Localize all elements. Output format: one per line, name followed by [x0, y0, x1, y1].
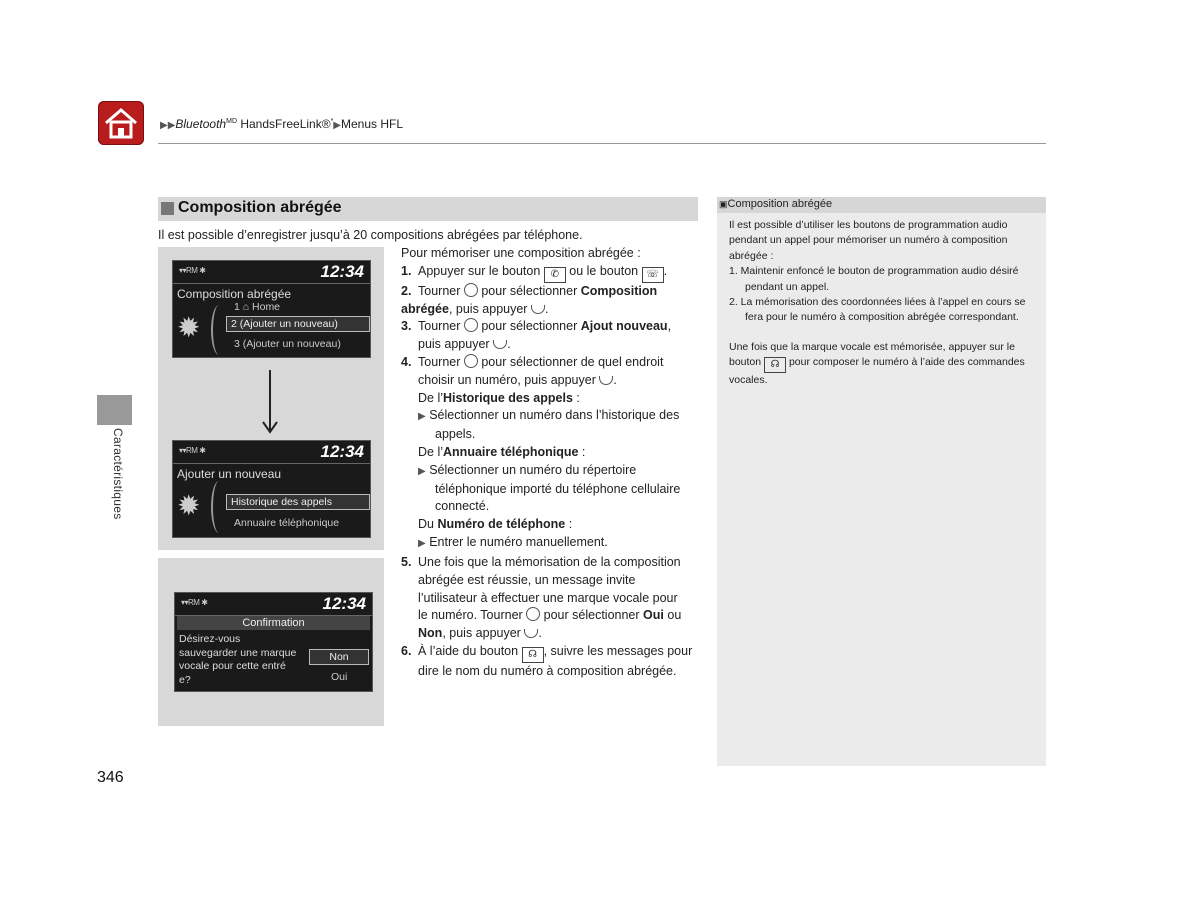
option-suffix: :: [578, 444, 586, 459]
press-dial-icon: [531, 305, 545, 314]
step-text: Tourner: [418, 354, 461, 369]
note-paragraph: Il est possible d’utiliser les boutons de programmation audio pendant un appel pour mémoriser un numéro à composition abrégée :: [729, 219, 1008, 262]
step-text: dire le nom du numéro à composition abrégée.: [418, 663, 677, 678]
bullet-arrow-icon: ▶: [418, 411, 426, 423]
arrow-down-icon: [262, 370, 278, 434]
home-icon: [98, 101, 144, 145]
talk-button-icon: ☊: [522, 647, 544, 663]
step-number: 5.: [401, 555, 412, 569]
step-text: l’utilisateur à effectuer une marque vocale pour: [418, 590, 678, 605]
step-number: 1.: [401, 263, 412, 278]
screen-clock: 12:34: [320, 262, 364, 281]
option-heading: Annuaire téléphonique: [443, 444, 579, 459]
step-text: Tourner: [418, 283, 461, 298]
section-square-icon: [161, 202, 174, 215]
step-bold: Non: [418, 626, 443, 641]
option-prefix: De l’: [418, 444, 444, 459]
breadcrumb-arrow-icon: ▶▶: [160, 120, 176, 131]
step-5: [401, 554, 701, 643]
step-text: Appuyer sur le bouton: [418, 263, 541, 278]
side-note-title-text: Composition abrégée: [727, 198, 833, 210]
step-text: ,: [667, 319, 672, 334]
note-text: bouton: [729, 356, 762, 369]
option-heading: Historique des appels: [443, 390, 573, 405]
press-dial-icon: [493, 340, 507, 349]
note-list-item: 1. Maintenir enfoncé le bouton de programmation audio désiré pendant un appel.: [729, 265, 1019, 293]
step-1: [401, 263, 701, 283]
step-text: pour sélectionner: [543, 608, 640, 623]
step-text: .: [538, 626, 542, 641]
screen-add-new: [172, 440, 371, 538]
option-prefix: De l’: [418, 390, 444, 405]
option-detail: connecté.: [435, 499, 490, 514]
interface-dial-icon: [464, 318, 478, 332]
side-note-body: [729, 218, 1037, 389]
gear-icon: ✹: [177, 490, 201, 521]
screen-menu-item[interactable]: Annuaire téléphonique: [234, 517, 340, 529]
step-text: .: [613, 372, 617, 387]
step-3: [401, 318, 701, 354]
step-text: Une fois que la mémorisation de la composition: [418, 555, 681, 569]
steps-lead: Pour mémoriser une composition abrégée :: [401, 246, 641, 260]
option-oui[interactable]: Oui: [331, 671, 348, 683]
screen-menu-item-selected[interactable]: 2 (Ajouter un nouveau): [226, 316, 370, 332]
breadcrumb-item-bluetooth[interactable]: Bluetooth: [175, 117, 227, 131]
press-dial-icon: [524, 629, 538, 638]
step-number: 6.: [401, 643, 412, 658]
dial-arc: [211, 481, 227, 533]
dialog-message-line: vocale pour cette entré: [179, 660, 286, 672]
note-ref-icon: ▣: [719, 199, 728, 209]
option-suffix: :: [572, 390, 580, 405]
note-paragraph: [729, 340, 1037, 389]
intro-text: Il est possible d’enregistrer jusqu’à 20 compositions abrégées par téléphone.: [158, 228, 583, 242]
interface-dial-icon: [464, 354, 478, 368]
screen-clock: 12:34: [320, 442, 364, 461]
step-number: 2.: [401, 283, 412, 298]
header-divider: [158, 143, 1046, 144]
pick-up-button-icon: ☏: [642, 267, 664, 283]
step-text: .: [663, 263, 668, 278]
option-detail: téléphonique importé du téléphone cellulaire: [435, 481, 681, 496]
screen-menu-item-selected[interactable]: Historique des appels: [226, 494, 370, 510]
option-heading: Numéro de téléphone: [437, 517, 566, 532]
step-text: pour sélectionner de quel endroit: [481, 354, 664, 369]
option-detail: Entrer le numéro manuellement.: [429, 534, 608, 549]
signal-icon: ▾▾RM ✱: [179, 266, 206, 275]
home-button[interactable]: [98, 101, 144, 145]
step-bold: Oui: [643, 608, 664, 623]
step-text: ou: [667, 608, 682, 623]
trademark-sup: MD: [226, 118, 237, 125]
step-text: Tourner: [418, 319, 461, 334]
bullet-arrow-icon: ▶: [418, 465, 426, 477]
screen-title: Ajouter un nouveau: [177, 467, 282, 481]
bullet-arrow-icon: ▶: [418, 537, 426, 549]
step-text: puis appuyer: [418, 337, 490, 352]
dial-arc: [211, 305, 227, 355]
screen-menu-item[interactable]: 3 (Ajouter un nouveau): [234, 338, 341, 350]
step-number: 3.: [401, 319, 412, 334]
chapter-tab[interactable]: [97, 395, 132, 425]
press-dial-icon: [599, 376, 613, 385]
note-text: pour composer le numéro à l’aide des commandes vocales.: [729, 356, 1025, 387]
interface-dial-icon: [526, 607, 540, 621]
phone-button-icon: ✆: [544, 267, 566, 283]
step-2: [401, 283, 701, 319]
screen-title: Composition abrégée: [177, 287, 292, 301]
dialog-message-line: sauvegarder une marque: [179, 646, 297, 659]
steps-list: [401, 245, 701, 553]
step-4-options: [401, 390, 701, 553]
step-bold: Composition abrégée: [401, 283, 658, 316]
option-non[interactable]: Non: [309, 649, 369, 665]
step-text: pour sélectionner: [481, 319, 578, 334]
screen-menu-item[interactable]: 1 ⌂ Home: [234, 301, 281, 313]
screen-status-bar: [173, 261, 370, 284]
step-text: choisir un numéro, puis appuyer: [418, 372, 596, 387]
breadcrumb-arrow-icon: ▶: [333, 120, 341, 131]
option-detail: appels.: [435, 427, 476, 442]
step-number: 4.: [401, 354, 412, 369]
gear-icon: ✹: [177, 312, 201, 343]
option-detail: Sélectionner un numéro dans l’historique des: [429, 408, 680, 423]
note-text: Une fois que la marque vocale est mémorisée, appuyer sur le: [729, 340, 1015, 353]
option-detail: Sélectionner un numéro du répertoire: [429, 462, 637, 477]
signal-icon: ▾▾RM ✱: [181, 598, 208, 607]
dialog-message-line: Désirez-vous: [179, 633, 241, 645]
signal-icon: ▾▾RM ✱: [179, 446, 206, 455]
screen-speed-dial: [172, 260, 371, 358]
section-title: Composition abrégée: [178, 199, 342, 216]
step-text: , puis appuyer: [448, 301, 528, 316]
asterisk-sup: *: [330, 118, 334, 125]
interface-dial-icon: [464, 283, 478, 297]
chapter-label: Caractéristiques: [111, 428, 125, 520]
step-6: [401, 643, 701, 681]
dialog-message: [179, 633, 296, 687]
screen-clock: 12:34: [322, 594, 366, 613]
step-4: [401, 354, 701, 553]
screen-confirmation: [174, 592, 373, 692]
breadcrumb: [160, 117, 403, 131]
step-text: , suivre les messages pour: [543, 643, 693, 658]
dialog-title: Confirmation: [177, 616, 370, 630]
steps-list-continued: [401, 554, 701, 681]
page-number: 346: [97, 769, 124, 786]
side-note-title[interactable]: [719, 198, 832, 210]
screen-status-bar: [173, 441, 370, 464]
step-text: pour sélectionner: [481, 283, 578, 298]
step-text: À l’aide du bouton: [418, 643, 519, 658]
step-text: , puis appuyer: [442, 626, 521, 641]
screen-status-bar: [175, 593, 372, 616]
note-list-item: 2. La mémorisation des coordonnées liées à l’appel en cours se fera pour le numéro à composition abrégée correspondant.: [729, 296, 1026, 324]
option-prefix: Du: [418, 517, 438, 532]
step-text: .: [544, 301, 549, 316]
step-bold: Ajout nouveau: [580, 319, 668, 334]
breadcrumb-item-hfl[interactable]: HandsFreeLink®: [240, 117, 331, 131]
step-text: abrégée est réussie, un message invite: [418, 572, 636, 587]
step-text: ou le bouton: [569, 263, 639, 278]
step-text: le numéro. Tourner: [418, 608, 523, 623]
option-suffix: :: [565, 517, 573, 532]
talk-button-icon: ☊: [764, 357, 786, 373]
dialog-message-line: e?: [179, 673, 191, 686]
breadcrumb-item-menus[interactable]: Menus HFL: [341, 117, 404, 131]
step-text: .: [507, 337, 511, 352]
